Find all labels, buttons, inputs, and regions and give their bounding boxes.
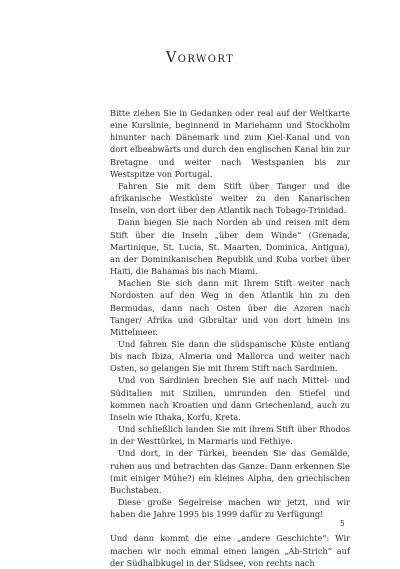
paragraph: Bitte ziehen Sie in Gedanken oder real auf der Weltkarte eine Kurslinie, beginnend in Mariehamn und Stockholm hinunter nach Dänemark und zum Kiel-Kanal und von dort elbeabwärts und durch den englischen Kanal hin zur Bretagne und weiter nach Westspanien bis zur Westspitze von Portugal. xyxy=(110,108,350,179)
paragraph: Und dort, in der Türkei, beenden Sie das Gemälde, ruhen aus und betrachten das Ganze: Dann erkennen Sie (mit einiger Mühe?) ein kleines Alpha, den griechischen Buchstaben. xyxy=(110,448,350,495)
page-number: 5 xyxy=(340,519,345,528)
body-text xyxy=(110,107,350,569)
paragraph: Dann biegen Sie nach Norden ab und reisen mit dem Stift über die Inseln „über dem Winde“ (Grenada, Martinique, St. Lucia, St. Maarten, Dominica, Antigua), an der Dominikanischen Republik und Kuba vorbei über Haiti, die Bahamas bis nach Miami. xyxy=(110,217,350,277)
paragraph: Und dann kommt die eine „andere Geschichte“: Wir machen wir noch einmal einen langen „Ab-Strich“ auf der Südhalbkugel in der Südsee, von rechts nach xyxy=(110,533,350,568)
paragraph: Fahren Sie mit dem Stift über Tanger und die afrikanische Westküste weiter zu den Kanarischen Inseln, von dort über den Atlantik nach Tobago-Trinidad. xyxy=(110,180,350,216)
paragraph: Und von Sardinien brechen Sie auf nach Mittel- und Süditalien mit Sizilien, umrunden den Stiefel und kommen nach Kroatien und dann Griechenland, auch zu Inseln wie Ithaka, Korfu, Kreta. xyxy=(110,375,350,422)
paragraph: Und fahren Sie dann die südspanische Küste entlang bis nach Ibiza, Almeria und Mallorca und weiter nach Osten, so gelangen Sie mit Ihrem Stift nach Sardinien. xyxy=(110,338,350,374)
paragraph: Und schließlich landen Sie mit ihrem Stift über Rhodos in der Westtürkei, in Marmaris und Fethiye. xyxy=(110,424,350,447)
page-title: Vorwort xyxy=(165,50,235,66)
paragraph: Diese große Segelreise machen wir jetzt, und wir haben die Jahre 1995 bis 1999 dafür zu Verfügung! xyxy=(110,497,350,520)
paragraph: Machen Sie sich dann mit Ihrem Stift weiter nach Nordosten auf den Weg in den Atlantik hin zu den Bermudas, dann nach Osten über die Azoren nach Tanger/ Afrika und Gibraltar und von dort hinein ins Mittelmeer. xyxy=(110,278,350,337)
